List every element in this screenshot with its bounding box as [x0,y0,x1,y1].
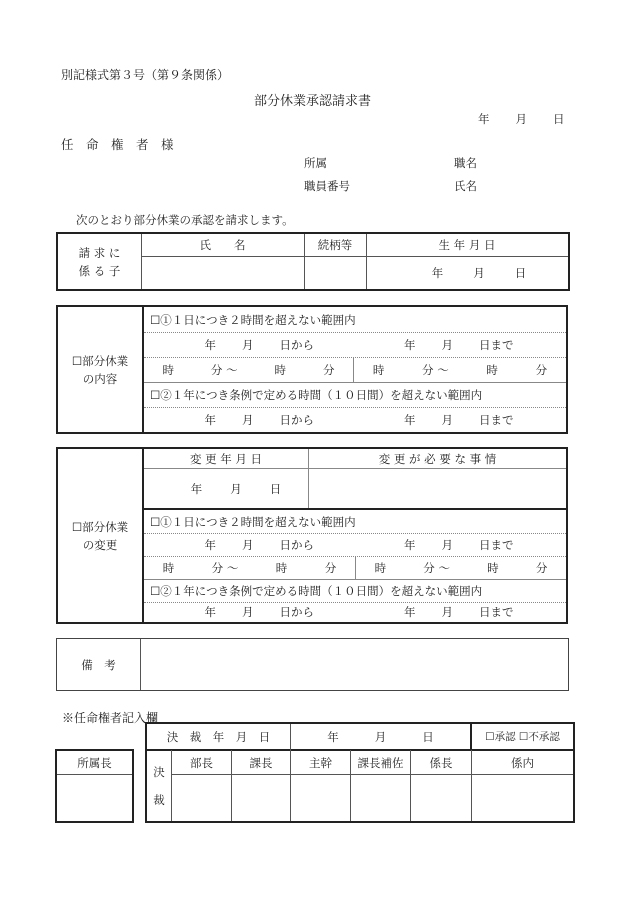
addressee: 任 命 権 者 様 [61,137,174,152]
form-reference: 別記様式第３号（第９条関係） [61,68,230,82]
option1-time-left[interactable]: 時 分 ～ 時 分 [162,362,335,377]
change-option1-time-right[interactable]: 時 分 ～ 時 分 [374,560,548,575]
child-table [56,232,570,291]
role-kakaricho: 係長 [429,755,453,770]
stamp-kacho-hosa[interactable] [351,775,410,821]
change-option2-checkbox-label[interactable]: ☐②１年につき条例で定める時間（１０日間）を超えない範囲内 [150,583,483,598]
option1-date-range[interactable]: 年 月 日から 年 月 日まで [204,337,514,352]
option2-date-range[interactable]: 年 月 日から 年 月 日まで [204,412,514,427]
stamp-shukan[interactable] [291,775,350,821]
stamp-bucho[interactable] [172,775,231,821]
option2-checkbox-label[interactable]: ☐②１年につき条例で定める時間（１０日間）を超えない範囲内 [150,387,483,402]
decision-date-field[interactable]: 年 月 日 [327,729,434,744]
role-kacho-hosa: 課長補佐 [357,755,404,770]
role-shukan: 主幹 [309,755,332,770]
option1-time-right[interactable]: 時 分 ～ 時 分 [372,362,548,377]
name-label: 氏名 [454,179,477,193]
remarks-label: 備 考 [81,657,116,672]
child-row-header: 請 求 に 係 る 子 [78,245,121,278]
dept-head-label: 所属長 [77,755,112,770]
dept-head-box [55,749,134,823]
dept-head-stamp-field[interactable] [57,775,132,821]
change-reason-header: 変 更 が 必 要 な 事 情 [378,451,497,466]
affiliation-label: 所属 [304,156,327,170]
role-kacho: 課長 [249,755,273,770]
role-bucho: 部長 [190,755,213,770]
child-name-header: 氏 名 [199,238,246,252]
change-option1-date-range[interactable]: 年 月 日から 年 月 日まで [204,537,514,552]
change-option1-time-left[interactable]: 時 分 ～ 時 分 [162,560,337,575]
change-option1-checkbox-label[interactable]: ☐①１日につき２時間を超えない範囲内 [150,514,356,529]
employee-number-label: 職員番号 [304,179,350,193]
leave-change-table [56,447,568,624]
role-kakari-nai: 係内 [511,755,534,770]
appointer-section-label: ※任命権者記入欄 [62,711,159,725]
decision-label: 決 裁 [153,765,165,807]
intro-text: 次のとおり部分休業の承認を請求します。 [76,213,294,227]
request-date: 年 月 日 [478,112,565,126]
change-row-header: ☐部分休業 の変更 [71,519,129,552]
birthdate-field[interactable]: 年 月 日 [431,265,527,280]
birthdate-header: 生 年 月 日 [438,238,496,252]
leave-content-table [56,305,568,434]
change-date-header: 変 更 年 月 日 [189,451,263,466]
change-option2-date-range[interactable]: 年 月 日から 年 月 日まで [204,605,514,619]
remarks-field[interactable] [141,639,568,690]
relationship-header: 続柄等 [317,238,353,252]
form-title: 部分休業承認請求書 [254,94,372,109]
decision-table [145,722,575,823]
remarks-table [56,638,569,691]
approval-checkboxes[interactable]: ☐承認 ☐不承認 [485,731,560,743]
stamp-kakari-nai[interactable] [472,775,573,821]
stamp-kacho[interactable] [232,775,290,821]
decision-date-label: 決 裁 年 月 日 [166,729,271,744]
option1-checkbox-label[interactable]: ☐①１日につき２時間を超えない範囲内 [150,312,356,327]
child-name-field[interactable] [141,256,304,289]
relationship-field[interactable] [304,256,366,289]
stamp-kakaricho[interactable] [411,775,471,821]
content-row-header: ☐部分休業 の内容 [71,353,129,386]
change-date-field[interactable]: 年 月 日 [190,481,282,496]
change-reason-field[interactable] [309,469,566,508]
position-label: 職名 [454,156,477,170]
